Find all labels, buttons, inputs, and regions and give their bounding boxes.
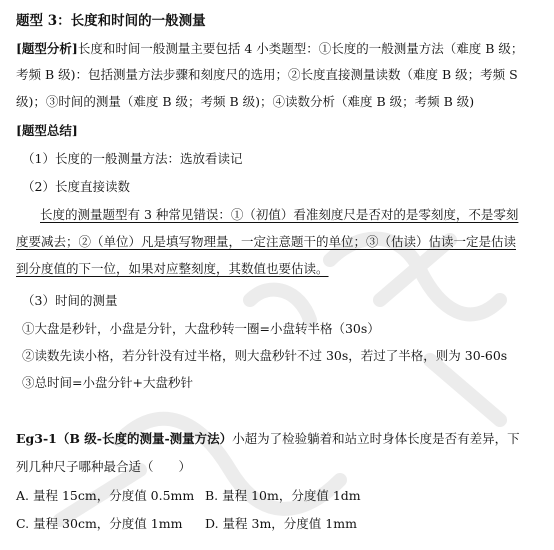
summary-item-2: （2）长度直接读数 <box>22 179 130 194</box>
analysis-text-1: 长度和时间一般测量主要包括 4 小类题型：①长度的一般测量方法（难度 B 级； <box>77 41 524 56</box>
analysis-line-3: 级)；③时间的测量（难度 B 级；考频 B 级)；④读数分析（难度 B 级；考频 B 级) <box>16 94 475 109</box>
summary-paragraph-line-2: 度要减去；②（单位）凡是填写物理量，一定注意题干的单位；③（估读）估读一定是估读 <box>16 234 517 249</box>
question-stem-line-1 <box>16 430 538 448</box>
option-d: D. 量程 3m，分度值 1mm <box>205 516 357 531</box>
analysis-line-2: 考频 B 级)：包括测量方法步骤和刻度尺的选用；②长度直接测量读数（难度 B 级；考频 S <box>16 67 518 82</box>
summary-label: [题型总结] <box>16 123 78 138</box>
question-stem-text-1: 小超为了检验躺着和站立时身体长度是否有差异，下 <box>232 431 520 446</box>
section-title: 题型 3：长度和时间的一般测量 <box>16 13 206 29</box>
question-stem-line-2: 列几种尺子哪种最合适（ ） <box>16 459 192 474</box>
summary-paragraph-line-3: 到分度值的下一位，如果对应整刻度，其数值也要估读。 <box>16 261 329 276</box>
summary-paragraph-line-1: 长度的测量题型有 3 种常见错误：①（初值）看准刻度尺是否对的是零刻度，不是零刻 <box>40 207 519 222</box>
option-b: B. 量程 10m，分度值 1dm <box>205 488 361 503</box>
time-rule-1: ①大盘是秒针，小盘是分针，大盘秒转一圈=小盘转半格（30s） <box>22 321 380 336</box>
summary-item-1: （1）长度的一般测量方法：选放看读记 <box>22 151 243 166</box>
summary-item-3: （3）时间的测量 <box>22 293 118 308</box>
analysis-label: [题型分析] <box>16 41 78 56</box>
option-a: A. 量程 15cm，分度值 0.5mm <box>16 488 195 503</box>
question-id: Eg3-1 <box>16 431 57 446</box>
time-rule-3: ③总时间=小盘分针+大盘秒针 <box>22 375 193 390</box>
time-rule-2: ②读数先读小格，若分针没有过半格，则大盘秒针不过 30s，若过了半格，则为 30-60s <box>22 348 508 363</box>
question-tag: （B 级-长度的测量-测量方法） <box>56 431 233 446</box>
analysis-line-1 <box>16 40 538 58</box>
option-c: C. 量程 30cm，分度值 1mm <box>16 516 183 531</box>
